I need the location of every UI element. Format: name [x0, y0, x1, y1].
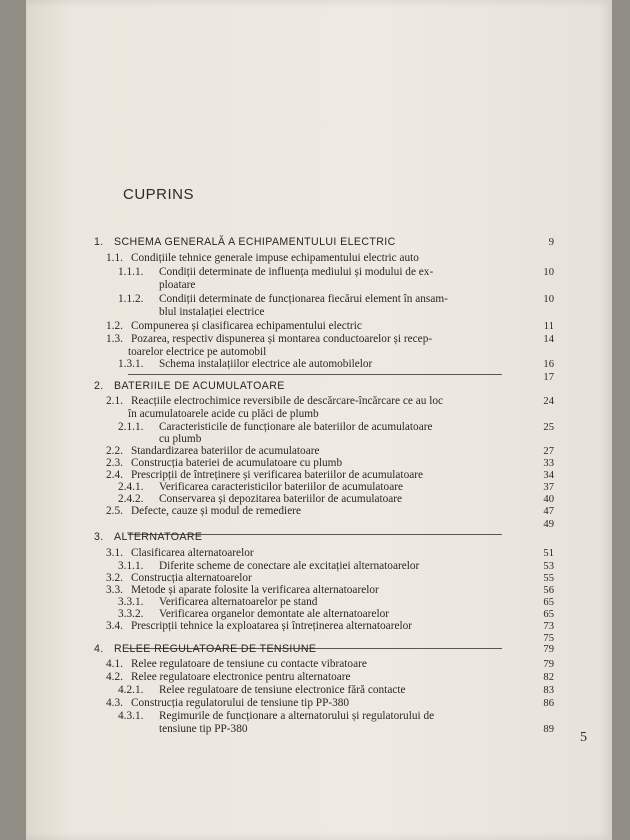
toc-page-number: 37	[543, 482, 554, 493]
toc-number: 2.1.	[106, 395, 123, 407]
toc-title: Relee regulatoare de tensiune electronice fără contacte	[159, 684, 406, 696]
toc-page-number: 25	[543, 422, 554, 433]
toc-number: 1.1.2.	[118, 293, 144, 305]
toc-number: 2.4.	[106, 469, 123, 481]
page-number: 5	[580, 730, 587, 745]
toc-page-number: 79	[543, 644, 554, 655]
toc-page-number: 65	[543, 609, 554, 620]
toc-page-number: 33	[543, 458, 554, 469]
toc-title: Compunerea și clasificarea echipamentului electric	[131, 320, 362, 332]
toc-title: blul instalației electrice	[159, 306, 265, 318]
toc-entry	[26, 408, 612, 421]
toc-title: SCHEMA GENERALĂ A ECHIPAMENTULUI ELECTRIC	[114, 236, 396, 248]
toc-title: Schema instalațiilor electrice ale automobilelor	[159, 358, 373, 370]
toc-title: Prescripții de întreținere și verificarea bateriilor de acumulatoare	[131, 469, 424, 481]
toc-number: 4.2.1.	[118, 684, 144, 696]
toc-title: Construcția alternatoarelor	[131, 572, 252, 584]
toc-title: tensiune tip PP-380	[159, 723, 248, 735]
toc-number: 4.3.1.	[118, 710, 144, 722]
toc-entry	[26, 279, 612, 292]
toc-page-number: 65	[543, 597, 554, 608]
toc-page-number: 24	[543, 396, 554, 407]
toc-page-number: 75	[543, 633, 554, 644]
toc-number: 2.4.2.	[118, 493, 144, 505]
page-title: CUPRINS	[123, 186, 195, 203]
toc-title: Verificarea caracteristicilor bateriilor de acumulatoare	[159, 481, 403, 493]
toc-title: Reacțiile electrochimice reversibile de descărcare-încărcare ce au loc	[131, 395, 444, 407]
toc-entry	[26, 710, 612, 723]
toc-title: Condițiile tehnice generale impuse echipamentului electric auto	[131, 252, 419, 264]
toc-number: 4.2.	[106, 671, 123, 683]
toc-entry	[26, 252, 612, 265]
toc-number: 2.1.1.	[118, 421, 144, 433]
toc-title: Regimurile de funcționare a alternatorului și regulatorului de	[159, 710, 435, 722]
toc-title: BATERIILE DE ACUMULATOARE	[114, 380, 285, 392]
toc-number: 3.4.	[106, 620, 123, 632]
toc-page-number: 27	[543, 446, 554, 457]
toc-page-number: 55	[543, 573, 554, 584]
toc-page-number: 86	[543, 698, 554, 709]
toc-title: Construcția regulatorului de tensiune tip PP-380	[131, 697, 350, 709]
toc-entry	[26, 723, 612, 736]
toc-page-number: 34	[543, 470, 554, 481]
toc-entry	[26, 671, 612, 684]
toc-number: 1.3.	[106, 333, 123, 345]
toc-number: 3.	[94, 531, 104, 543]
toc-entry	[26, 547, 612, 560]
toc-page-number: 73	[543, 621, 554, 632]
toc-page-number: 83	[543, 685, 554, 696]
toc-number: 3.1.1.	[118, 560, 144, 572]
toc-number: 3.3.2.	[118, 608, 144, 620]
toc-page-number: 10	[543, 267, 554, 278]
toc-title: Metode și aparate folosite la verificarea alternatoarelor	[131, 584, 379, 596]
toc-number: 1.1.	[106, 252, 123, 264]
toc-entry	[26, 658, 612, 671]
toc-page-number: 53	[543, 561, 554, 572]
toc-number: 2.2.	[106, 445, 123, 457]
toc-entry	[26, 333, 612, 346]
toc-entry	[26, 266, 612, 279]
toc-chapter	[26, 643, 612, 656]
toc-entry	[26, 320, 612, 333]
toc-title: Diferite scheme de conectare ale excitației alternatoarelor	[159, 560, 420, 572]
toc-title: Relee regulatoare de tensiune cu contacte vibratoare	[131, 658, 367, 670]
toc-page-number: 9	[548, 237, 554, 248]
toc-page-number: 16	[543, 359, 554, 370]
toc-number: 4.1.	[106, 658, 123, 670]
toc-number: 2.3.	[106, 457, 123, 469]
toc-page-number: 51	[543, 548, 554, 559]
toc-entry	[26, 395, 612, 408]
toc-page-number: 11	[543, 321, 554, 332]
toc-title: Construcția bateriei de acumulatoare cu plumb	[131, 457, 343, 469]
toc-title: Prescripții tehnice la exploatarea și întreținerea alternatoarelor	[131, 620, 413, 632]
toc-entry	[26, 697, 612, 710]
toc-entry	[26, 358, 612, 371]
toc-title: Defecte, cauze și modul de remediere	[131, 505, 301, 517]
toc-title: Caracteristicile de funcționare ale bateriilor de acumulatoare	[159, 421, 433, 433]
toc-number: 1.2.	[106, 320, 123, 332]
book-page	[26, 0, 612, 840]
toc-number: 1.	[94, 236, 104, 248]
toc-page-number: 47	[543, 506, 554, 517]
toc-entry	[26, 518, 612, 531]
toc-title: Clasificarea alternatoarelor	[131, 547, 254, 559]
toc-number: 1.3.1.	[118, 358, 144, 370]
toc-page-number: 82	[543, 672, 554, 683]
toc-title: în acumulatoarele acide cu plăci de plumb	[128, 408, 319, 420]
toc-title: Standardizarea bateriilor de acumulatoare	[131, 445, 320, 457]
toc-entry	[26, 293, 612, 306]
toc-title: Verificarea organelor demontate ale alternatoarelor	[159, 608, 389, 620]
toc-page-number: 56	[543, 585, 554, 596]
toc-title: Verificarea alternatoarelor pe stand	[159, 596, 318, 608]
toc-title: ploatare	[159, 279, 196, 291]
toc-title: ALTERNATOARE	[114, 531, 203, 543]
toc-title: Pozarea, respectiv dispunerea și montarea conductoarelor și recep-	[131, 333, 433, 345]
toc-title: cu plumb	[159, 433, 202, 445]
toc-page-number: 10	[543, 294, 554, 305]
toc-title: RELEE REGULATOARE DE TENSIUNE	[114, 643, 317, 655]
toc-chapter	[26, 380, 612, 393]
toc-number: 3.2.	[106, 572, 123, 584]
toc-number: 1.1.1.	[118, 266, 144, 278]
toc-chapter	[26, 531, 612, 544]
toc-title: Conservarea și depozitarea bateriilor de acumulatoare	[159, 493, 403, 505]
toc-number: 3.1.	[106, 547, 123, 559]
toc-title: toarelor electrice pe automobil	[128, 346, 267, 358]
toc-title: Condiții determinate de influența mediului și modului de ex-	[159, 266, 434, 278]
toc-number: 2.	[94, 380, 104, 392]
toc-entry	[26, 505, 612, 518]
toc-number: 4.	[94, 643, 104, 655]
toc-number: 2.5.	[106, 505, 123, 517]
toc-entry	[26, 684, 612, 697]
toc-number: 4.3.	[106, 697, 123, 709]
toc-entry	[26, 306, 612, 319]
toc-number: 2.4.1.	[118, 481, 144, 493]
toc-title: Condiții determinate de funcționarea fiecărui element în ansam-	[159, 293, 448, 305]
toc-title: Relee regulatoare electronice pentru alternatoare	[131, 671, 351, 683]
toc-page-number: 89	[543, 724, 554, 735]
toc-page-number: 40	[543, 494, 554, 505]
toc-number: 3.3.1.	[118, 596, 144, 608]
toc-number: 3.3.	[106, 584, 123, 596]
toc-page-number: 14	[543, 334, 554, 345]
toc-page-number: 49	[543, 519, 554, 530]
toc-page-number: 17	[543, 372, 554, 383]
toc-page-number: 79	[543, 659, 554, 670]
toc-chapter	[26, 236, 612, 249]
